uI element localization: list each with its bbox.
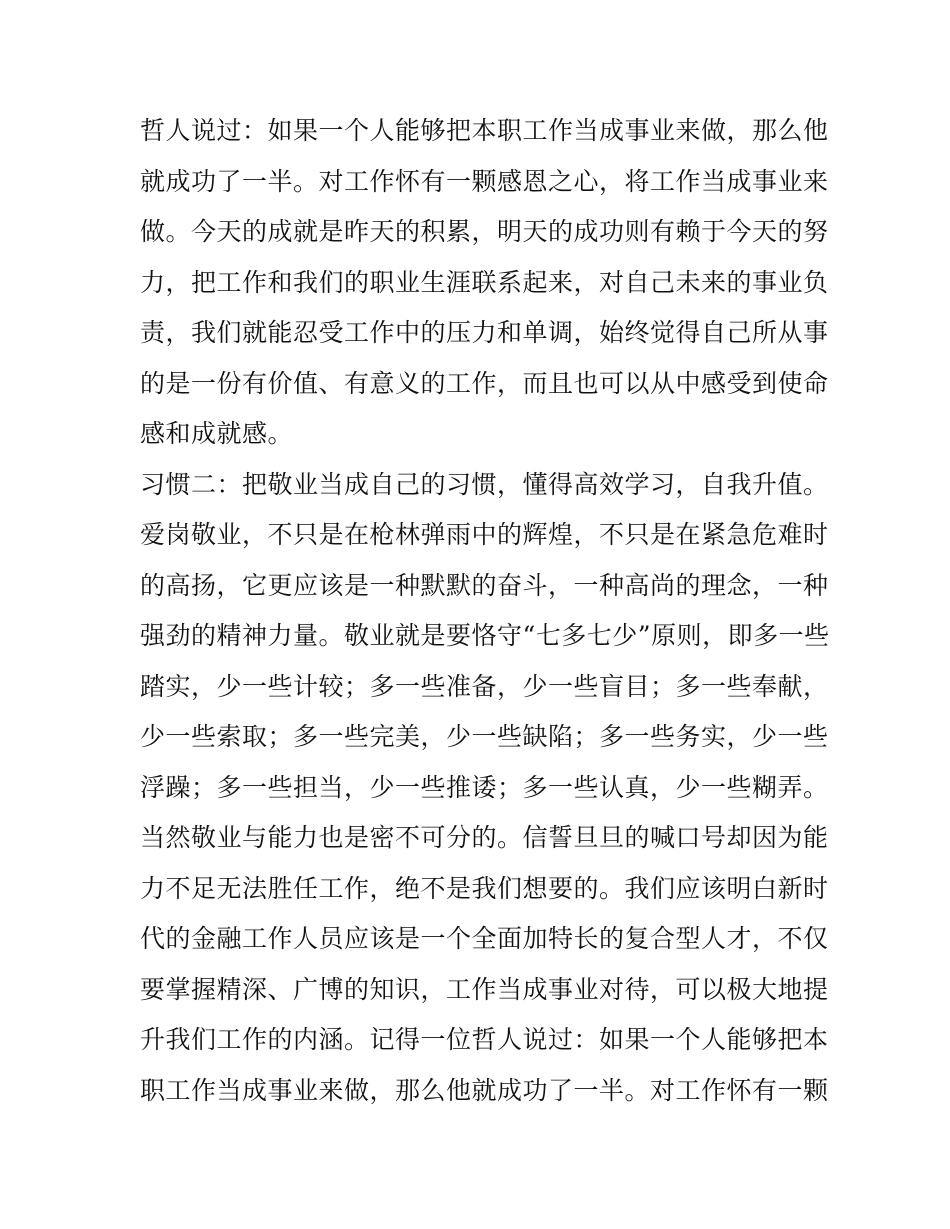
text-line: 的是一份有价值、有意义的工作，而且也可以从中感受到使命 (140, 368, 829, 398)
body-text (140, 106, 830, 1116)
text-line: 少一些索取；多一些完美，少一些缺陷；多一些务实，少一些 (140, 722, 829, 751)
text-line: 当然敬业与能力也是密不可分的。信誓旦旦的喊口号却因为能 (140, 823, 829, 852)
text-line: 力，把工作和我们的职业生涯联系起来，对自己未来的事业负 (140, 267, 829, 297)
text-line: 爱岗敬业，不只是在枪林弹雨中的辉煌，不只是在紧急危难时 (140, 520, 829, 549)
text-line: 力不足无法胜任工作，绝不是我们想要的。我们应该明白新时 (140, 873, 829, 903)
text-line: 要掌握精深、广博的知识，工作当成事业对待，可以极大地提 (140, 974, 829, 1004)
text-line: 习惯二：把敬业当成自己的习惯，懂得高效学习，自我升值。 (140, 469, 829, 499)
text-line: 升我们工作的内涵。记得一位哲人说过：如果一个人能够把本 (140, 1025, 829, 1054)
text-line: 强劲的精神力量。敬业就是要恪守“七多七少”原则，即多一些 (140, 621, 830, 650)
text-line: 就成功了一半。对工作怀有一颗感恩之心，将工作当成事业来 (140, 166, 829, 196)
text-line: 责，我们就能忍受工作中的压力和单调，始终觉得自己所从事 (140, 318, 829, 347)
text-line: 的高扬，它更应该是一种默默的奋斗，一种高尚的理念，一种 (140, 570, 829, 600)
text-line: 浮躁；多一些担当，少一些推诿；多一些认真，少一些糊弄。 (140, 772, 829, 802)
text-line: 职工作当成事业来做，那么他就成功了一半。对工作怀有一颗 (140, 1075, 829, 1105)
text-line: 哲人说过：如果一个人能够把本职工作当成事业来做，那么他 (140, 116, 829, 145)
text-line: 感和成就感。 (140, 419, 294, 448)
text-line: 代的金融工作人员应该是一个全面加特长的复合型人才，不仅 (140, 924, 829, 953)
text-line: 做。今天的成就是昨天的积累，明天的成功则有赖于今天的努 (140, 217, 829, 246)
text-line: 踏实，少一些计较；多一些准备，少一些盲目；多一些奉献， (140, 671, 829, 701)
